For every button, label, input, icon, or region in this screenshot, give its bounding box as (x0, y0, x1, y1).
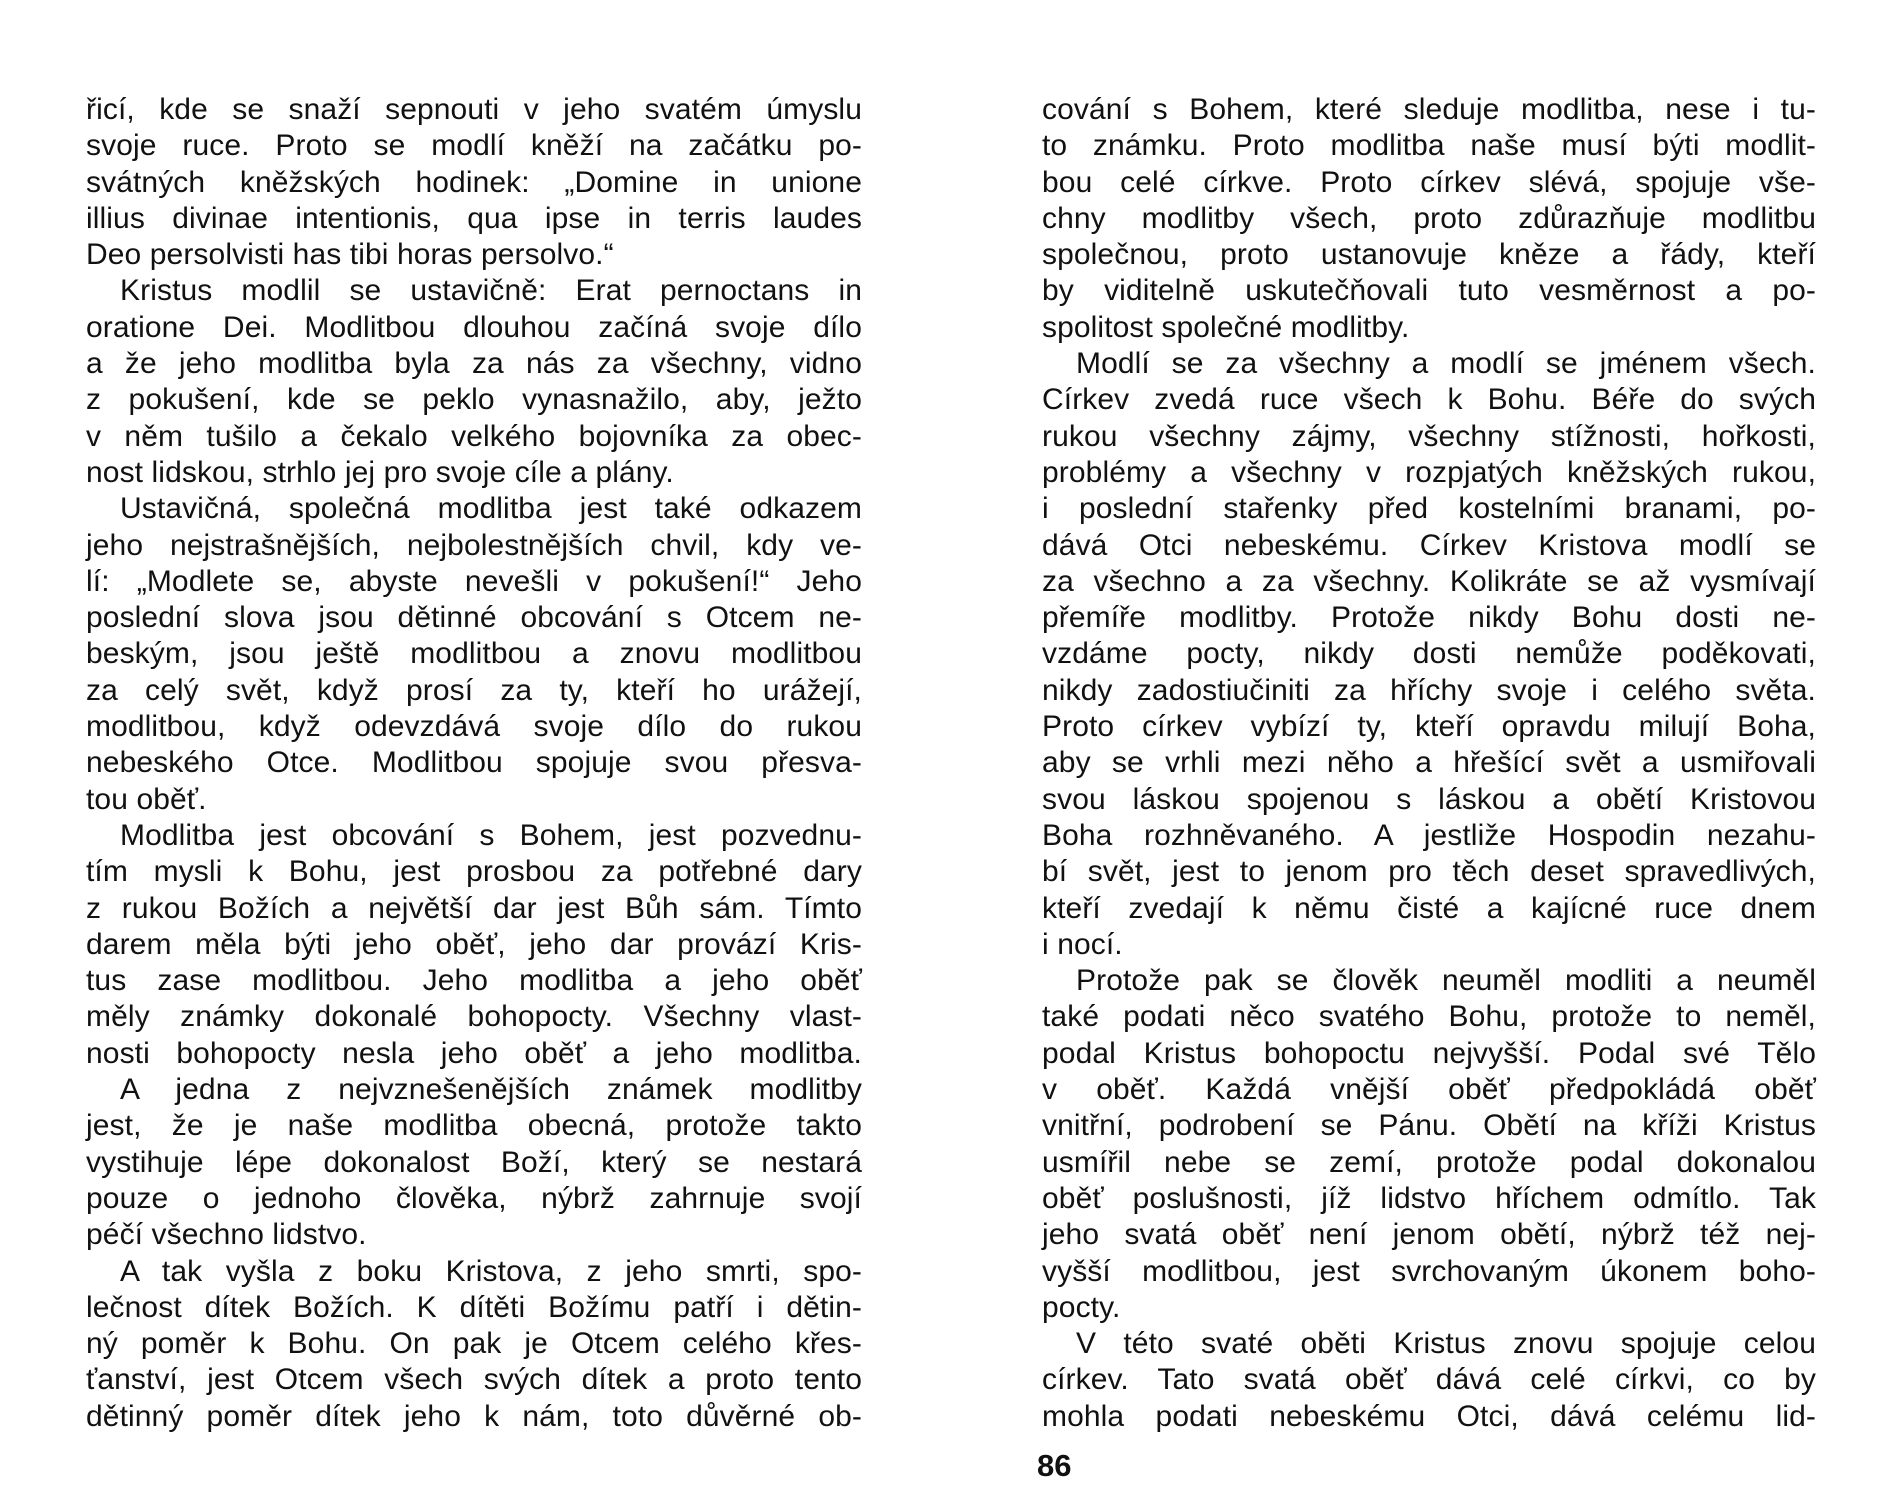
text-line: Modlí se za všechny a modlí se jménem všech. (1076, 347, 1816, 381)
text-line: illius divinae intentionis, qua ipse in terris laudes (86, 201, 862, 235)
text-line: v něm tušilo a čekalo velkého bojovníka za obec- (86, 419, 862, 453)
text-line: tou oběť. (86, 782, 207, 816)
text-line: v oběť. Každá vnější oběť předpokládá oběť (1042, 1073, 1816, 1107)
text-line: i nocí. (1042, 927, 1123, 961)
text-line: svou láskou spojenou s láskou a obětí Kristovou (1042, 782, 1816, 816)
page-number: 86 (1037, 1448, 1072, 1483)
text-line: měly známky dokonalé bohopocty. Všechny vlast- (86, 1000, 862, 1034)
text-line: za všechno a za všechny. Kolikráte se až vysmívají (1042, 564, 1816, 598)
right-page (1042, 92, 1816, 1435)
text-line: bí svět, jest to jenom pro těch deset spravedlivých, (1042, 855, 1816, 889)
text-line: spolitost společné modlitby. (1042, 310, 1410, 344)
text-line: lečnost dítek Božích. K dítěti Božímu patří i dětin- (86, 1290, 862, 1324)
text-line: přemíře modlitby. Protože nikdy Bohu dosti ne- (1042, 601, 1816, 635)
text-line: péčí všechno lidstvo. (86, 1218, 367, 1252)
text-line: ťanství, jest Otcem všech svých dítek a proto tento (86, 1363, 862, 1397)
text-line: Boha rozhněvaného. A jestliže Hospodin nezahu- (1042, 818, 1816, 852)
text-line: mohla podati nebeskému Otci, dává celému lid- (1042, 1399, 1816, 1433)
text-line: jeho svatá oběť není jenom obětí, nýbrž též nej- (1042, 1218, 1816, 1252)
text-line: nost lidskou, strhlo jej pro svoje cíle a plány. (86, 455, 674, 489)
text-line: tím mysli k Bohu, jest prosbou za potřebné dary (86, 855, 862, 889)
text-line: Kristus modlil se ustavičně: Erat pernoctans in (120, 274, 862, 308)
text-line: nosti bohopocty nesla jeho oběť a jeho modlitba. (86, 1036, 862, 1070)
text-line: Církev zvedá ruce všech k Bohu. Béře do svých (1042, 383, 1816, 417)
text-line: modlitbou, když odevzdává svoje dílo do rukou (86, 710, 862, 744)
text-line: pouze o jednoho člověka, nýbrž zahrnuje svojí (86, 1181, 862, 1215)
text-line: nebeského Otce. Modlitbou spojuje svou přesva- (86, 746, 862, 780)
text-line: z rukou Božích a největší dar jest Bůh sám. Tímto (86, 891, 862, 925)
text-line: Proto církev vybízí ty, kteří opravdu milují Boha, (1042, 710, 1816, 744)
text-line: podal Kristus bohopoctu nejvyšší. Podal své Tělo (1042, 1036, 1816, 1070)
text-line: aby se vrhli mezi něho a hřešící svět a usmiřovali (1042, 746, 1816, 780)
text-line: dává Otci nebeskému. Církev Kristova modlí se (1042, 528, 1816, 562)
text-line: usmířil nebe se zemí, protože podal dokonalou (1042, 1145, 1816, 1179)
text-line: vystihuje lépe dokonalost Boží, který se nestará (86, 1145, 862, 1179)
text-line: také podati něco svatého Bohu, protože to neměl, (1042, 1000, 1816, 1034)
text-line: církev. Tato svatá oběť dává celé církvi, co by (1042, 1363, 1816, 1397)
text-line: řicí, kde se snaží sepnouti v jeho svatém úmyslu (86, 93, 862, 126)
text-line: ný poměr k Bohu. On pak je Otcem celého křes- (86, 1327, 862, 1361)
text-line: to známku. Proto modlitba naše musí býti modlit- (1042, 129, 1816, 163)
text-line: bou celé církve. Proto církev slévá, spojuje vše- (1042, 165, 1816, 199)
text-line: A tak vyšla z boku Kristova, z jeho smrti, spo- (120, 1254, 862, 1288)
text-line: vnitřní, podrobení se Pánu. Obětí na kříži Kristus (1042, 1109, 1816, 1143)
text-line: Protože pak se člověk neuměl modliti a neuměl (1076, 964, 1816, 998)
left-page (86, 92, 862, 1435)
text-line: nikdy zadostiučiniti za hříchy svoje i celého světa. (1042, 673, 1816, 707)
text-line: jeho nejstrašnějších, nejbolestnějších chvil, kdy ve- (86, 528, 862, 562)
text-line: i poslední stařenky před kostelními branami, po- (1042, 492, 1816, 526)
text-line: svoje ruce. Proto se modlí kněží na začátku po- (86, 129, 862, 163)
text-line: by viditelně uskutečňovali tuto vesměrnost a po- (1042, 274, 1816, 308)
text-line: tus zase modlitbou. Jeho modlitba a jeho oběť (86, 964, 862, 998)
text-line: a že jeho modlitba byla za nás za všechny, vidno (86, 347, 862, 381)
text-line: Deo persolvisti has tibi horas persolvo.“ (86, 238, 614, 272)
text-line: cování s Bohem, které sleduje modlitba, nese i tu- (1042, 93, 1816, 126)
text-line: svátných kněžských hodinek: „Domine in unione (86, 165, 862, 199)
text-line: pocty. (1042, 1290, 1121, 1324)
text-line: za celý svět, když prosí za ty, kteří ho urážejí, (86, 673, 862, 707)
text-line: Modlitba jest obcování s Bohem, jest pozvednu- (120, 818, 862, 852)
text-line: beským, jsou ještě modlitbou a znovu modlitbou (86, 637, 862, 671)
text-line: kteří zvedají k němu čisté a kajícné ruce dnem (1042, 891, 1816, 925)
text-line: oratione Dei. Modlitbou dlouhou začíná svoje dílo (86, 310, 862, 344)
text-line: darem měla býti jeho oběť, jeho dar provází Kris- (86, 927, 862, 961)
text-line: Ustavičná, společná modlitba jest také odkazem (120, 492, 862, 526)
text-line: rukou všechny zájmy, všechny stížnosti, hořkosti, (1042, 419, 1816, 453)
text-line: A jedna z nejvznešenějších známek modlitby (120, 1073, 862, 1107)
text-line: poslední slova jsou dětinné obcování s Otcem ne- (86, 601, 862, 635)
text-line: dětinný poměr dítek jeho k nám, toto důvěrné ob- (86, 1399, 862, 1433)
text-line: chny modlitby všech, proto zdůrazňuje modlitbu (1042, 201, 1816, 235)
text-line: společnou, proto ustanovuje kněze a řády, kteří (1042, 238, 1816, 272)
text-line: vyšší modlitbou, jest svrchovaným úkonem boho- (1042, 1254, 1816, 1288)
text-line: problémy a všechny v rozpjatých kněžských rukou, (1042, 455, 1816, 489)
text-line: z pokušení, kde se peklo vynasnažilo, aby, ježto (86, 383, 862, 417)
text-line: vzdáme pocty, nikdy dosti nemůže poděkovati, (1042, 637, 1816, 671)
text-line: jest, že je naše modlitba obecná, protože takto (86, 1109, 862, 1143)
text-line: oběť poslušnosti, jíž lidstvo hříchem odmítlo. Tak (1042, 1181, 1816, 1215)
text-line: V této svaté oběti Kristus znovu spojuje celou (1076, 1327, 1816, 1361)
text-line: lí: „Modlete se, abyste nevešli v pokušení!“ Jeho (86, 564, 862, 598)
